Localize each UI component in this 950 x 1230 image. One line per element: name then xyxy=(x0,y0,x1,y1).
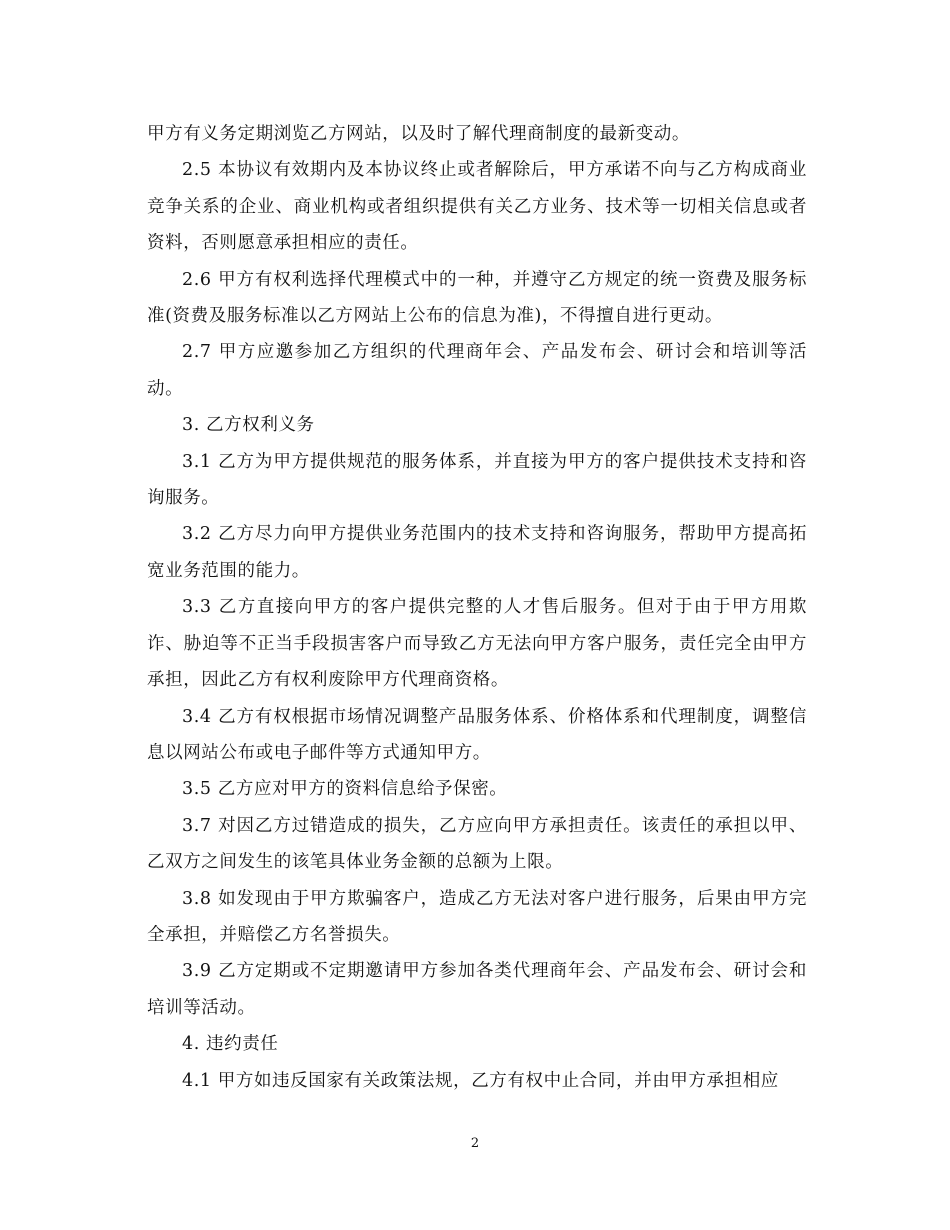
page-number: 2 xyxy=(470,1136,480,1151)
paragraph-3-1: 3.1 乙方为甲方提供规范的服务体系，并直接为甲方的客户提供技术支持和咨询服务。 xyxy=(147,451,807,509)
section-heading-4: 4. 违约责任 xyxy=(182,1034,279,1055)
paragraph-2-5: 2.5 本协议有效期内及本协议终止或者解除后，甲方承诺不向与乙方构成商业竞争关系的企业、商业机构或者组织提供有关乙方业务、技术等一切相关信息或者资料，否则愿意承担相应的责任。 xyxy=(147,160,807,254)
paragraph-3-2: 3.2 乙方尽力向甲方提供业务范围内的技术支持和咨询服务，帮助甲方提高拓宽业务范围的能力。 xyxy=(147,524,807,581)
paragraph-2-7: 2.7 甲方应邀参加乙方组织的代理商年会、产品发布会、研讨会和培训等活动。 xyxy=(147,342,807,399)
paragraph-3-8: 3.8 如发现由于甲方欺骗客户，造成乙方无法对客户进行服务，后果由甲方完全承担，并赔偿乙方名誉损失。 xyxy=(147,888,807,945)
paragraph-3-4: 3.4 乙方有权根据市场情况调整产品服务体系、价格体系和代理制度，调整信息以网站公布或电子邮件等方式通知甲方。 xyxy=(147,706,807,763)
paragraph-3-3: 3.3 乙方直接向甲方的客户提供完整的人才售后服务。但对于由于甲方用欺诈、胁迫等不正当手段损害客户而导致乙方无法向甲方客户服务，责任完全由甲方承担，因此乙方有权利废除甲方代理商资格。 xyxy=(147,597,807,691)
body-text xyxy=(147,116,807,1099)
paragraph-4-1: 4.1 甲方如违反国家有关政策法规，乙方有权中止合同，并由甲方承担相应 xyxy=(182,1070,779,1091)
paragraph-2-6: 2.6 甲方有权利选择代理模式中的一种，并遵守乙方规定的统一资费及服务标准(资费及服务标准以乙方网站上公布的信息为准)，不得擅自进行更动。 xyxy=(147,269,807,327)
section-heading-3: 3. 乙方权利义务 xyxy=(182,415,315,436)
paragraph-continuation: 甲方有义务定期浏览乙方网站，以及时了解代理商制度的最新变动。 xyxy=(147,124,690,144)
paragraph-3-7: 3.7 对因乙方过错造成的损失，乙方应向甲方承担责任。该责任的承担以甲、乙双方之间发生的该笔具体业务金额的总额为上限。 xyxy=(147,815,807,873)
paragraph-3-9: 3.9 乙方定期或不定期邀请甲方参加各类代理商年会、产品发布会、研讨会和培训等活动。 xyxy=(147,961,807,1018)
paragraph-3-5: 3.5 乙方应对甲方的资料信息给予保密。 xyxy=(182,779,508,800)
